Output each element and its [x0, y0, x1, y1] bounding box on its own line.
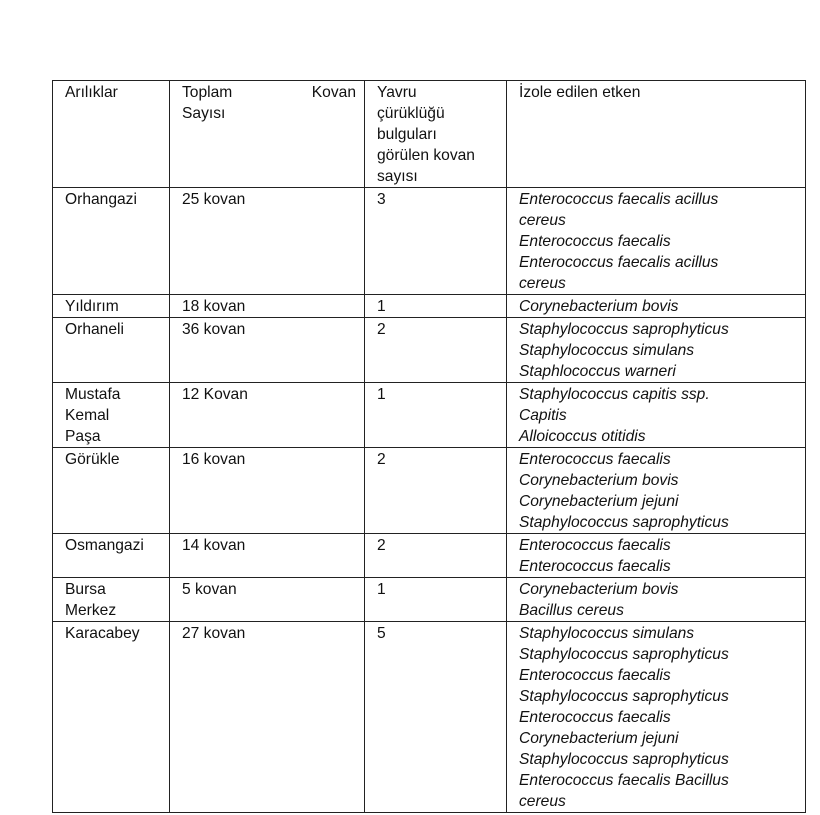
apiary-cell — [53, 448, 170, 534]
isolated-agent-cell — [507, 578, 806, 622]
header-count-word: Sayısı — [182, 105, 226, 122]
organism-name: Staphlococcus warneri — [519, 363, 676, 380]
organism-name: cereus — [519, 212, 566, 229]
apiary-cell — [53, 383, 170, 448]
organism-name: Staphylococcus simulans — [519, 625, 695, 642]
apiary-name: Paşa — [65, 428, 101, 445]
table-row — [53, 622, 806, 813]
total-hives-value: 18 kovan — [182, 298, 246, 315]
total-hives-cell — [170, 534, 365, 578]
apiary-cell — [53, 318, 170, 383]
apiary-name: Karacabey — [65, 625, 140, 642]
organism-name: Staphylococcus saprophyticus — [519, 646, 729, 663]
organism-name: Enterococcus faecalis acillus — [519, 191, 719, 208]
apiary-cell — [53, 622, 170, 813]
organism-name: Enterococcus faecalis acillus — [519, 254, 719, 271]
isolated-agent-cell — [507, 622, 806, 813]
affected-hives-cell — [365, 383, 507, 448]
isolated-agent-cell — [507, 383, 806, 448]
apiary-cell — [53, 578, 170, 622]
header-hive-word: Kovan — [311, 84, 356, 101]
organism-name: Staphylococcus saprophyticus — [519, 514, 729, 531]
affected-hives-cell — [365, 448, 507, 534]
header-total-hives-line1 — [182, 82, 356, 103]
header-total-word: Toplam — [182, 84, 233, 101]
table-row — [53, 295, 806, 318]
apiary-cell — [53, 188, 170, 295]
organism-name: Enterococcus faecalis — [519, 709, 671, 726]
isolated-agent-cell — [507, 188, 806, 295]
affected-hives-cell — [365, 295, 507, 318]
table-row — [53, 578, 806, 622]
header-affected-line: çürüklüğü — [377, 105, 445, 122]
total-hives-cell — [170, 383, 365, 448]
total-hives-cell — [170, 578, 365, 622]
total-hives-value: 5 kovan — [182, 581, 237, 598]
apiary-name: Orhaneli — [65, 321, 124, 338]
isolated-agent-cell — [507, 318, 806, 383]
total-hives-value: 14 kovan — [182, 537, 246, 554]
affected-hives-value: 1 — [377, 581, 386, 598]
affected-hives-value: 1 — [377, 386, 386, 403]
header-row — [53, 81, 806, 188]
affected-hives-cell — [365, 188, 507, 295]
header-affected-line: sayısı — [377, 168, 418, 185]
organism-name: Enterococcus faecalis — [519, 667, 671, 684]
organism-name: Corynebacterium bovis — [519, 472, 679, 489]
table-row — [53, 448, 806, 534]
organism-name: Staphylococcus saprophyticus — [519, 751, 729, 768]
organism-name: Enterococcus faecalis — [519, 233, 671, 250]
total-hives-value: 27 kovan — [182, 625, 246, 642]
header-affected-hives — [365, 81, 507, 188]
organism-name: Staphylococcus simulans — [519, 342, 695, 359]
organism-name: cereus — [519, 793, 566, 810]
header-total-hives — [170, 81, 365, 188]
affected-hives-value: 5 — [377, 625, 386, 642]
organism-name: Corynebacterium jejuni — [519, 730, 679, 747]
organism-name: Enterococcus faecalis — [519, 451, 671, 468]
apiary-name: Merkez — [65, 602, 117, 619]
affected-hives-value: 2 — [377, 321, 386, 338]
apiary-cell — [53, 295, 170, 318]
table-row — [53, 188, 806, 295]
affected-hives-cell — [365, 318, 507, 383]
table-row — [53, 534, 806, 578]
apiary-name: Osmangazi — [65, 537, 144, 554]
total-hives-value: 12 Kovan — [182, 386, 248, 403]
organism-name: Bacillus cereus — [519, 602, 624, 619]
total-hives-cell — [170, 295, 365, 318]
total-hives-cell — [170, 448, 365, 534]
organism-name: cereus — [519, 275, 566, 292]
total-hives-cell — [170, 622, 365, 813]
header-isolated-agent — [507, 81, 806, 188]
affected-hives-cell — [365, 622, 507, 813]
affected-hives-value: 1 — [377, 298, 386, 315]
header-affected-line: bulguları — [377, 126, 437, 143]
affected-hives-value: 2 — [377, 451, 386, 468]
header-affected-line: Yavru — [377, 84, 417, 101]
apiary-name: Orhangazi — [65, 191, 137, 208]
table-row — [53, 318, 806, 383]
isolated-agent-cell — [507, 295, 806, 318]
organism-name: Corynebacterium bovis — [519, 298, 679, 315]
apiary-cell — [53, 534, 170, 578]
affected-hives-cell — [365, 578, 507, 622]
organism-name: Staphylococcus saprophyticus — [519, 688, 729, 705]
organism-name: Alloicoccus otitidis — [519, 428, 646, 445]
affected-hives-value: 2 — [377, 537, 386, 554]
isolated-agent-cell — [507, 534, 806, 578]
header-apiary-text: Arılıklar — [65, 84, 118, 101]
isolated-agent-cell — [507, 448, 806, 534]
organism-name: Corynebacterium bovis — [519, 581, 679, 598]
header-isolated-agent-text: İzole edilen etken — [519, 84, 641, 101]
organism-name: Capitis — [519, 407, 567, 424]
organism-name: Corynebacterium jejuni — [519, 493, 679, 510]
total-hives-value: 16 kovan — [182, 451, 246, 468]
isolates-table — [52, 80, 806, 813]
total-hives-cell — [170, 318, 365, 383]
organism-name: Staphylococcus saprophyticus — [519, 321, 729, 338]
total-hives-value: 25 kovan — [182, 191, 246, 208]
table-row — [53, 383, 806, 448]
affected-hives-value: 3 — [377, 191, 386, 208]
organism-name: Staphylococcus capitis ssp. — [519, 386, 710, 403]
organism-name: Enterococcus faecalis Bacillus — [519, 772, 729, 789]
apiary-name: Kemal — [65, 407, 110, 424]
header-affected-line: görülen kovan — [377, 147, 475, 164]
total-hives-cell — [170, 188, 365, 295]
affected-hives-cell — [365, 534, 507, 578]
header-apiary — [53, 81, 170, 188]
apiary-name: Mustafa — [65, 386, 121, 403]
apiary-name: Bursa — [65, 581, 106, 598]
apiary-name: Görükle — [65, 451, 120, 468]
organism-name: Enterococcus faecalis — [519, 558, 671, 575]
total-hives-value: 36 kovan — [182, 321, 246, 338]
organism-name: Enterococcus faecalis — [519, 537, 671, 554]
apiary-name: Yıldırım — [65, 298, 119, 315]
